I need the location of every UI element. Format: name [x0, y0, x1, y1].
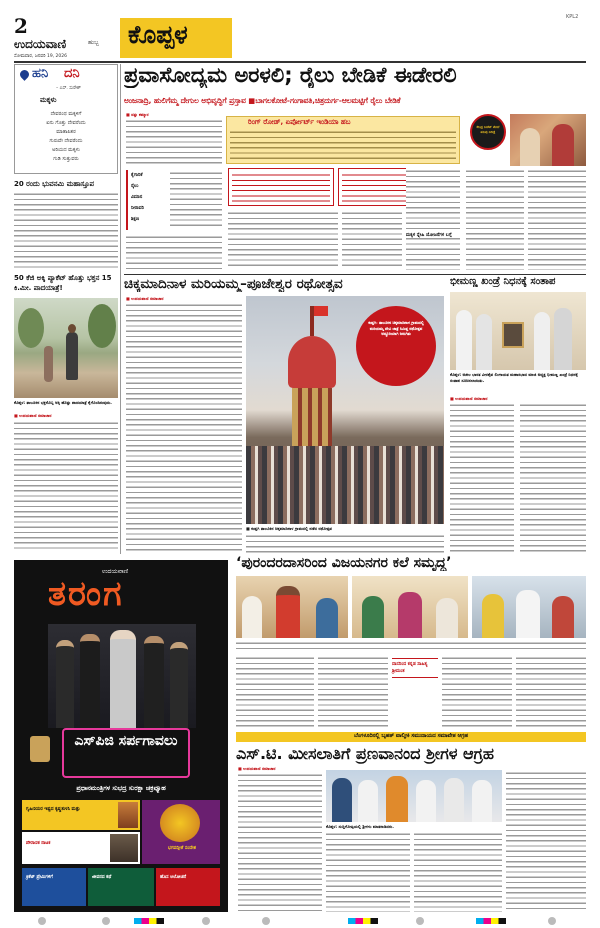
- st-body-4: [506, 770, 586, 912]
- person-figure: [416, 780, 436, 822]
- poem-body: [20, 110, 112, 164]
- person-figure: [456, 310, 472, 370]
- person-figure: [436, 598, 458, 638]
- person-figure: [242, 596, 262, 638]
- side-list-box: [126, 170, 168, 230]
- side-list-item: ರೈಲು: [131, 184, 139, 189]
- ad-tile-text: ಭಗವದ್ಗೀತೆ ಸಂದೇಶ: [167, 846, 197, 851]
- guard-figure: [144, 636, 164, 728]
- color-bar: [476, 918, 506, 924]
- ad-tile-text: ಜೀವನದ ಕಥೆ: [92, 875, 112, 880]
- hanidani-author: – ಎಸ್. ಸುರೇಶ್: [56, 86, 81, 91]
- side-list-item: ಕೈಗಾರಿಕೆ: [131, 173, 143, 178]
- reg-mark: [548, 917, 556, 925]
- bhimanna-photo: [450, 292, 586, 370]
- main-body-col-1b: [170, 170, 222, 230]
- budget-badge-text: ಕೇಂದ್ರ ಬಜೆಟ್ ಮೇಲೆ ಹಲವು ನಿರೀಕ್ಷೆ: [476, 125, 500, 134]
- side-list-item: ವಿಮಾನ: [131, 195, 143, 200]
- person-figure: [476, 314, 492, 370]
- purandara-photo-3: [472, 576, 586, 638]
- hanidani-title-b: ದನಿ: [64, 66, 80, 81]
- st-body-2: [326, 831, 410, 912]
- reg-mark: [262, 917, 270, 925]
- chariot-body: [292, 388, 332, 446]
- st-caption: ಕೊಪ್ಪಳ: ಸುದ್ದಿಗೋಷ್ಠಿಯಲ್ಲಿ ಶ್ರೀಗಳು ಮಾತನಾಡಿದರು.: [326, 824, 394, 829]
- issue-date: ಸೋಮವಾರ, ಜನವರಿ 19, 2026: [14, 54, 67, 59]
- tree: [88, 304, 116, 348]
- walk-story-body: [14, 420, 118, 552]
- photo-figure: [552, 124, 574, 166]
- main-subheadline: ಅಂಜನಾದ್ರಿ, ಹುಲಿಗೆಮ್ಮ ದೇಗುಲ ಅಭಿವೃದ್ಧಿಗೆ ಪ್ರಸ್ತಾವ ■ಬಾಗಲಕೋಟೆ-ಗಂಗಾವತಿ,ಚಿತ್ರದುರ್ಗ-ಆಲಮಟ್ಟಿಗೆ ರೈಲು ಬೇಡಿಕೆ: [124, 96, 401, 105]
- photo-figure: [520, 128, 540, 166]
- bhimanna-body-1: [450, 402, 514, 552]
- reg-mark: [202, 917, 210, 925]
- ad-tile-text: ಕ್ರಿಕೆಟ್ ಪ್ರೇಮಿಗಳಿಗೆ: [26, 875, 53, 880]
- person-figure: [332, 778, 352, 822]
- main-body-col-6: [528, 168, 586, 270]
- emblem-icon: [30, 736, 50, 762]
- main-body-col-2: [228, 210, 338, 270]
- purandara-body-1: [236, 655, 314, 727]
- festival-caption: ■ ಕುಷ್ಟಗಿ ತಾಲೂಕಿನ ಚಿಕ್ಕಮಾದಿನಾಳ ಗ್ರಾಮದಲ್ಲಿ ನಡೆದ ರಥೋತ್ಸವ: [246, 526, 332, 531]
- bhimanna-body-2: [520, 402, 586, 552]
- taranga-headline: ಎಸ್‌ಪಿಜಿ ಸರ್ಪಗಾವಲು: [74, 733, 178, 749]
- main-body-col-1c: [126, 234, 222, 270]
- folio: KPL2: [566, 14, 579, 20]
- walk-byline: ■ ಉದಯವಾಣಿ ಸಮಾಚಾರ: [14, 413, 52, 418]
- taranga-ad[interactable]: [14, 560, 228, 912]
- left-story-headline: 20 ರಂದು ಭುವನಮಿ ಮಹಾಸ್ತೂಪ: [14, 180, 94, 188]
- poem-line: ಮಾತಾಪಿತರ: [56, 129, 76, 135]
- registration-strip: [0, 914, 600, 928]
- ring-road-body: [230, 129, 456, 161]
- ad-tile-text: ಹೊಸ ಆಲೋಚನೆ: [160, 875, 187, 880]
- walker-figure: [44, 346, 53, 382]
- pm-figure: [110, 630, 136, 728]
- person-figure: [276, 586, 300, 638]
- left-story-body: [14, 191, 118, 269]
- reg-mark: [102, 917, 110, 925]
- section-subhead: ಮಕ್ಕಳ ಸ್ನೇಹಿ ಯೋಜನೆಗಳ ಬಗ್ಗೆ: [406, 232, 462, 238]
- bhimanna-headline: ಭೀಮಣ್ಣ ಖಂಡ್ರೆ ನಿಧನಕ್ಕೆ ಸಂತಾಪ: [450, 276, 556, 287]
- st-banner-text: ಬೆಂಗಳೂರಿನಲ್ಲಿ ಬೃಹತ್ ವಾಲ್ಮೀಕಿ ಸಮುದಾಯದ ಸಮಾವೇಶ ಆಗ್ರಹ: [354, 733, 468, 739]
- taranga-brand: ತರಂಗ: [48, 574, 124, 614]
- st-byline: ■ ಉದಯವಾಣಿ ಸಮಾಚಾರ: [238, 766, 276, 771]
- st-body-1: [238, 772, 322, 912]
- person-figure: [472, 780, 492, 822]
- ad-tile-photo: [110, 834, 138, 862]
- walk-caption: ಕೊಪ್ಪಳ: ತಾಲೂಕಿನ ಭಕ್ತನೊಬ್ಬ ಅಕ್ಕಿ ಹೊತ್ತು ಪಾದಯಾತ್ರೆ ಕೈಗೊಂಡಿರುವುದು.: [14, 400, 112, 405]
- page-number: 2: [14, 14, 28, 38]
- purandara-pull-quote: ದಾಸರಿಂದ ಕನ್ನಡ ಸಾಹಿತ್ಯ ಶ್ರೀಮಂತ: [392, 658, 438, 678]
- st-headline: ಎಸ್.ಟಿ. ಮೀಸಲಾತಿಗೆ ಪ್ರಣವಾನಂದ ಶ್ರೀಗಳ ಆಗ್ರಹ: [236, 744, 494, 763]
- ad-tile-photo: [160, 804, 200, 842]
- festival-headline: ಚಿಕ್ಕಮಾದಿನಾಳ ಮರಿಯಮ್ಮ–ಪೂಜೇಶ್ವರ ರಥೋತ್ಸವ: [124, 276, 343, 292]
- section-title: ಕೊಪ್ಪಳ: [128, 20, 188, 49]
- color-bar: [348, 918, 378, 924]
- person-figure: [316, 598, 338, 638]
- festival-byline: ■ ಉದಯವಾಣಿ ಸಮಾಚಾರ: [126, 296, 164, 301]
- reg-mark: [38, 917, 46, 925]
- walker-figure: [66, 332, 78, 380]
- bhimanna-caption: ಕೊಪ್ಪಳ: ಅಖಿಲ ಭಾರತ ವೀರಶೈವ ಲಿಂಗಾಯತ ಮಹಾಸಭಾದ ಮಾಜಿ ಅಧ್ಯಕ್ಷ ಭೀಮಣ್ಣ ಖಂಡ್ರೆ ನಿಧನಕ್ಕೆ ಸಂತಾಪ ಸೂಚಿಸಲಾಯಿತು.: [450, 372, 578, 383]
- purandara-caption-lines: [236, 640, 586, 652]
- ring-road-headline: ರಿಂಗ್ ರೋಡ್, ಏರ್ಪೋರ್ಟ್ ಇಂಡಿಯಾ ಹಬ: [248, 118, 351, 126]
- walk-photo: [14, 298, 118, 398]
- person-figure: [386, 776, 408, 822]
- person-figure: [516, 590, 540, 638]
- purandara-headline: ‘ಪುರಂದರದಾಸರಿಂದ ವಿಜಯನಗರ ಕಲೆ ಸಮೃದ್ಧ’: [236, 555, 452, 571]
- hanidani-title-a: ಹನಿ: [32, 66, 49, 81]
- paper-name: ಉದಯವಾಣಿ: [14, 37, 67, 51]
- poem-title: ಮಕ್ಕಳು: [40, 96, 57, 104]
- column-rule: [120, 64, 121, 554]
- tree: [18, 308, 44, 348]
- bhimanna-byline: ■ ಉದಯವಾಣಿ ಸಮಾಚಾರ: [450, 396, 488, 401]
- ad-tile-photo: [118, 802, 138, 828]
- main-story-rule: [124, 274, 586, 275]
- poem-line: ಗುಡಿ ಸುತ್ತುವರು: [53, 156, 79, 162]
- poem-line: ದೇವರಂಥ ಮಕ್ಕಳಿಗೆ: [50, 111, 82, 117]
- ad-tile-text: ಗೃಹಿಣಿಯರ ಇಷ್ಟದ ಕೃಷ್ಣತುಳಸಿ ಮತ್ತು: [26, 807, 81, 812]
- main-body-col-4: [406, 168, 460, 270]
- temple-flag: [314, 306, 328, 316]
- side-list-item: ನೀರಾವರಿ: [131, 206, 145, 211]
- person-figure: [444, 778, 464, 822]
- ad-tile-text: ಪೌರಾಣಿಕ ನಾಟಕ: [26, 841, 51, 846]
- purandara-photo-2: [352, 576, 468, 638]
- st-body-3: [414, 831, 502, 912]
- festival-body-1: [126, 302, 242, 552]
- festival-callout: [356, 306, 436, 386]
- person-figure: [552, 596, 574, 638]
- main-body-col-3: [342, 210, 402, 270]
- ad-photo: [48, 624, 196, 728]
- person-figure: [358, 780, 378, 822]
- main-photo: [510, 114, 586, 166]
- person-figure: [398, 592, 422, 638]
- guard-figure: [56, 640, 74, 728]
- main-headline: ಪ್ರವಾಸೋದ್ಯಮ ಅರಳಲಿ; ರೈಲು ಬೇಡಿಕೆ ಈಡೇರಲಿ: [124, 63, 457, 87]
- purandara-body-3: [442, 655, 512, 727]
- taranga-subhead: ಪ್ರಧಾನಮಂತ್ರಿಗಳ ಸುಭದ್ರ ಸುರಕ್ಷಾ ಚಕ್ರವ್ಯೂಹ: [76, 784, 166, 792]
- main-body-col-1: [126, 118, 222, 166]
- reg-mark: [416, 917, 424, 925]
- person-figure: [482, 594, 504, 638]
- walk-story-headline: 50 ಕೆಜಿ ಅಕ್ಕಿ ಪ್ಯಾಕೆಟ್ ಹೊತ್ತು ಭಕ್ತನ 15 ಕಿ.ಮೀ. ಪಾದಯಾತ್ರೆ!: [14, 274, 112, 292]
- guard-figure: [80, 634, 100, 728]
- purandara-body-2: [318, 655, 388, 727]
- walker-head: [68, 324, 76, 333]
- side-list-item: ಶಿಕ್ಷಣ: [131, 217, 140, 222]
- poem-line: ಅರಿಯದ ಮಕ್ಕಳು: [52, 147, 80, 153]
- taranga-small-label: ಉದಯವಾಣಿ: [102, 568, 129, 575]
- purandara-photo-1: [236, 576, 348, 638]
- person-figure: [362, 596, 384, 638]
- main-body-col-5: [466, 168, 524, 270]
- poem-line: ಏನು ಗೊತ್ತು ದೇವರೆಂದು: [46, 120, 86, 126]
- person-figure: [534, 312, 550, 370]
- festival-body-2: [246, 533, 444, 553]
- color-bar: [134, 918, 164, 924]
- portrait-frame: [502, 322, 524, 348]
- poem-line: ಗುರುವೇ ದೇವರೆಂದು: [49, 138, 83, 144]
- edition-tag: ಹುಬ್ಬ: [88, 39, 99, 46]
- festival-callout-text: ಕುಷ್ಟಗಿ: ತಾಲೂಕಿನ ಚಿಕ್ಕಮಾದಿನಾಳ ಗ್ರಾಮದಲ್ಲಿ ಮರಿಯಮ್ಮ ದೇವಿ ಜಾತ್ರೆ ನಿಮಿತ್ತ ರಥೋತ್ಸವ ಅದ್ಧೂರಿಯಾಗಿ ಜರುಗಿತು: [368, 320, 424, 337]
- person-figure: [554, 308, 572, 370]
- guard-figure: [170, 642, 188, 728]
- crowd: [246, 446, 444, 524]
- purandara-body-4: [516, 655, 586, 727]
- chariot-top: [288, 336, 336, 388]
- main-byline: ■ ದತ್ತು ಕಮ್ಮಾರ: [126, 112, 149, 117]
- red-note-text-1: [232, 172, 330, 202]
- st-photo: [326, 770, 502, 822]
